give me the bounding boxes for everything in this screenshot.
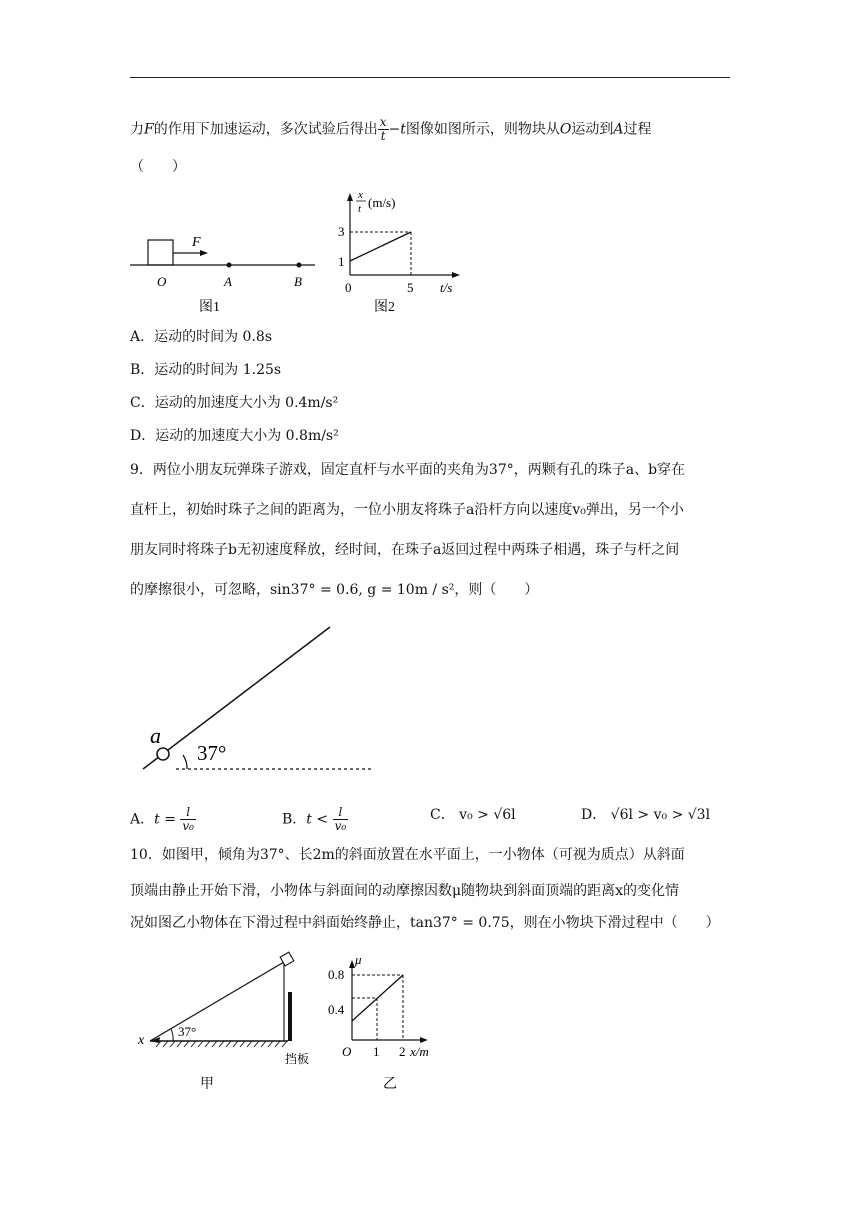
fig-yi-ytick-0.4: 0.4	[328, 1002, 345, 1017]
header-rule	[130, 77, 730, 78]
x-axis-arrow-icon	[420, 1037, 428, 1043]
fig2-xtick-5: 5	[407, 280, 414, 295]
fig2-data-line	[350, 232, 411, 261]
baffle-label: 挡板	[285, 1052, 310, 1066]
fig-yi-xlabel: x/m	[410, 1044, 429, 1059]
q9-option-c: C． v₀ > √6l	[430, 807, 516, 823]
fig2-xlabel: t/s	[440, 280, 453, 295]
q8-stem-line1: 力F的作用下加速运动，多次试验后得出 $\frac{x}{t}$ −t图像如图所示，则物块从O运动到A过程	[130, 115, 652, 143]
q10-figure-yi	[322, 950, 452, 1095]
angle-label-37: 37°	[197, 741, 227, 765]
q9-stem-line1: 9．两位小朋友玩弹珠子游戏，固定直杆与水平面的夹角为37°，两颗有孔的珠子a、b穿在	[130, 462, 686, 478]
q9-stem-line3: 朋友同时将珠子b无初速度释放，经时间，在珠子a返回过程中两珠子相遇，珠子与杆之间	[130, 542, 680, 558]
fig2-ytick-1: 1	[338, 254, 345, 269]
q10-stem-line2: 顶端由静止开始下滑，小物体与斜面间的动摩擦因数μ随物块到斜面顶端的距离x的变化情	[130, 883, 679, 899]
force-arrow-icon	[200, 250, 208, 256]
incline-surface	[150, 962, 284, 1041]
fig1-label-B: B	[294, 274, 302, 289]
block	[148, 240, 173, 265]
fig-jia-x-label: x	[138, 1033, 145, 1048]
q8-figure2	[336, 185, 476, 320]
inclined-rod	[143, 627, 330, 769]
q9-option-a: A．t = $\frac{l}{\text{v₀}}$	[130, 805, 194, 833]
fig-yi-origin: O	[342, 1044, 352, 1059]
fig2-yunit: (m/s)	[368, 195, 396, 210]
q9-stem-line4: 的摩擦很小，可忽略，sin37° = 0.6, g = 10m / s²，则（ ）	[130, 582, 539, 598]
q10-stem-line1: 10．如图甲，倾角为37°、长2m的斜面放置在水平面上，一小物体（可视为质点）从斜面	[130, 847, 685, 863]
point-A	[227, 263, 232, 268]
fig2-ytick-3: 3	[338, 224, 345, 239]
ground-hatching	[156, 1041, 287, 1047]
fig1-caption: 图1	[199, 300, 220, 315]
x-over-t-fraction: $\frac{x}{t}$	[379, 115, 387, 143]
q8-option-c: C．运动的加速度大小为 0.4m/s²	[130, 395, 339, 411]
q9-stem-line2: 直杆上，初始时珠子之间的距离为，一位小朋友将珠子a沿杆方向以速度v₀弹出，另一个小	[130, 502, 684, 518]
q10-figure-jia	[138, 952, 328, 1092]
q8-answer-paren: （ ）	[130, 159, 186, 175]
q10-stem-line3: 况如图乙小物体在下滑过程中斜面始终静止，tan37° = 0.75，则在小物块下滑过程中（ ）	[130, 915, 720, 931]
bead-a-icon	[157, 748, 169, 760]
fig2-ylabel-num: x	[358, 189, 363, 201]
fig-yi-xtick-2: 2	[399, 1044, 406, 1059]
fig2-ylabel-den: t	[358, 203, 362, 215]
angle-arc	[183, 755, 187, 769]
baffle	[288, 992, 292, 1041]
fig-yi-ytick-0.8: 0.8	[328, 967, 345, 982]
small-block	[280, 952, 294, 966]
y-axis-arrow-icon	[347, 193, 353, 201]
q9-option-d: D． √6l > v₀ > √3l	[581, 807, 711, 823]
fig-yi-ylabel: μ	[355, 952, 362, 967]
point-B	[297, 263, 302, 268]
q8-option-a: A．运动的时间为 0.8s	[130, 329, 273, 345]
q8-option-d: D．运动的加速度大小为 0.8m/s²	[130, 428, 339, 444]
q8-option-b: B．运动的时间为 1.25s	[130, 362, 282, 378]
fig1-label-F: F	[192, 235, 201, 250]
fig2-xtick-0: 0	[345, 280, 352, 295]
q9-option-b: B．t < $\frac{l}{\text{v₀}}$	[282, 805, 347, 833]
fig2-caption: 图2	[374, 300, 395, 315]
fig1-label-A: A	[224, 274, 232, 289]
fig1-label-O: O	[157, 274, 167, 289]
fig-yi-caption: 乙	[383, 1077, 397, 1092]
fig-yi-xtick-1: 1	[373, 1044, 380, 1059]
bead-label-a: a	[150, 723, 161, 748]
x-axis-arrow-icon	[452, 272, 460, 278]
fig-jia-caption: 甲	[200, 1077, 214, 1092]
fig-jia-angle: 37°	[178, 1024, 197, 1039]
q8-figure1	[128, 215, 328, 315]
q9-figure	[140, 622, 380, 782]
